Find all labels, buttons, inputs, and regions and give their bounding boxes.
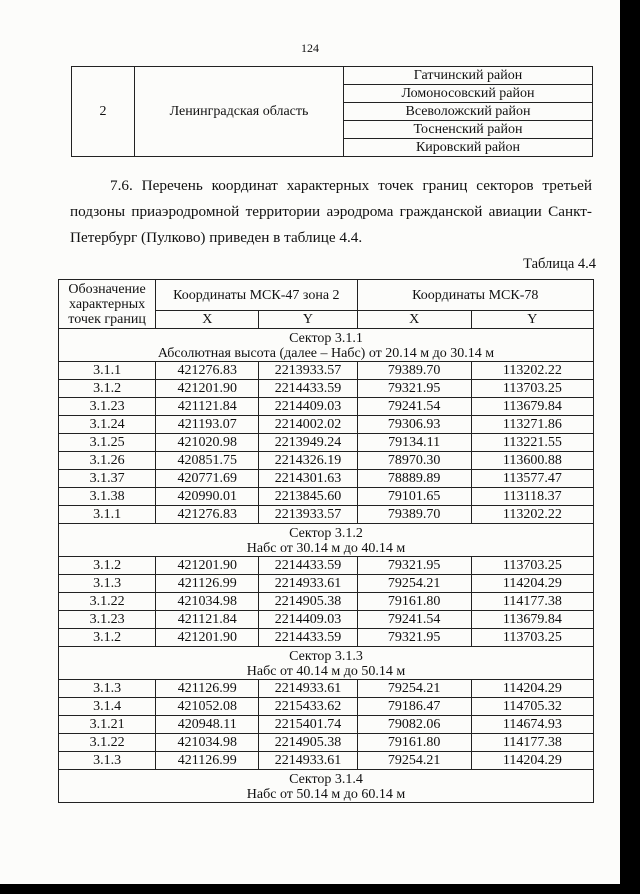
msk78-y: 113118.37 <box>471 488 593 506</box>
header-msk47-x: X <box>156 311 259 329</box>
msk47-y: 2214433.59 <box>259 380 357 398</box>
point-id: 3.1.38 <box>59 488 156 506</box>
msk78-y: 113221.55 <box>471 434 593 452</box>
msk78-y: 113577.47 <box>471 470 593 488</box>
msk47-y: 2213933.57 <box>259 506 357 524</box>
header-msk78: Координаты МСК-78 <box>357 280 593 311</box>
sector-header <box>59 647 594 680</box>
msk78-y: 113202.22 <box>471 506 593 524</box>
msk47-y: 2215433.62 <box>259 698 357 716</box>
table-label: Таблица 4.4 <box>523 256 596 272</box>
msk47-y: 2213845.60 <box>259 488 357 506</box>
point-id: 3.1.25 <box>59 434 156 452</box>
point-id: 3.1.1 <box>59 362 156 380</box>
msk78-y: 114674.93 <box>471 716 593 734</box>
sector-title: Сектор 3.1.3 <box>289 649 363 664</box>
sector-title: Сектор 3.1.2 <box>289 526 363 541</box>
point-id: 3.1.23 <box>59 398 156 416</box>
sector-header <box>59 329 594 362</box>
point-id: 3.1.2 <box>59 557 156 575</box>
sector-header-row <box>59 329 594 362</box>
msk47-y: 2214933.61 <box>259 680 357 698</box>
msk78-x: 79321.95 <box>357 380 471 398</box>
sector-header-row <box>59 524 594 557</box>
msk78-x: 79389.70 <box>357 506 471 524</box>
msk78-x: 79306.93 <box>357 416 471 434</box>
msk47-y: 2214409.03 <box>259 398 357 416</box>
msk78-y: 113600.88 <box>471 452 593 470</box>
msk47-y: 2214002.02 <box>259 416 357 434</box>
point-id: 3.1.22 <box>59 734 156 752</box>
msk47-x: 421121.84 <box>156 611 259 629</box>
msk78-y: 113703.25 <box>471 557 593 575</box>
msk47-y: 2214933.61 <box>259 752 357 770</box>
msk78-x: 79101.65 <box>357 488 471 506</box>
sector-height-range: Набс от 30.14 м до 40.14 м <box>246 541 406 556</box>
sector-title: Сектор 3.1.1 <box>289 331 363 346</box>
paragraph-text: 7.6. Перечень координат характерных точек границ секторов третьей подзоны приаэродромной территории аэродрома гражданской авиации Санкт-Петербург (Пулково) приведен в таблице 4.4. <box>70 177 592 246</box>
msk78-y: 114204.29 <box>471 752 593 770</box>
sector-title: Сектор 3.1.4 <box>289 772 363 787</box>
msk78-x: 79389.70 <box>357 362 471 380</box>
sector-height-range: Набс от 50.14 м до 60.14 м <box>246 787 406 802</box>
msk78-x: 78889.89 <box>357 470 471 488</box>
point-id: 3.1.22 <box>59 593 156 611</box>
msk47-x: 421034.98 <box>156 593 259 611</box>
point-id: 3.1.24 <box>59 416 156 434</box>
msk47-x: 420990.01 <box>156 488 259 506</box>
table-row <box>59 362 594 380</box>
header-msk78-y: Y <box>471 311 593 329</box>
coordinates-table <box>58 279 594 803</box>
point-id: 3.1.4 <box>59 698 156 716</box>
table-row <box>59 611 594 629</box>
msk78-x: 79254.21 <box>357 575 471 593</box>
table-row <box>59 452 594 470</box>
msk78-y: 114705.32 <box>471 698 593 716</box>
district-name: Ломоносовский район <box>344 85 593 103</box>
msk47-x: 421276.83 <box>156 362 259 380</box>
msk47-y: 2214933.61 <box>259 575 357 593</box>
msk47-y: 2214905.38 <box>259 734 357 752</box>
msk78-x: 79254.21 <box>357 752 471 770</box>
msk47-x: 421201.90 <box>156 557 259 575</box>
point-id: 3.1.21 <box>59 716 156 734</box>
paragraph-7-6 <box>70 173 592 251</box>
region-table-row <box>72 67 593 85</box>
table-row <box>59 593 594 611</box>
region-table <box>71 66 593 157</box>
msk78-y: 113679.84 <box>471 611 593 629</box>
msk47-x: 421201.90 <box>156 380 259 398</box>
header-msk47-y: Y <box>259 311 357 329</box>
table-row <box>59 434 594 452</box>
msk47-y: 2214409.03 <box>259 611 357 629</box>
table-row <box>59 398 594 416</box>
sector-header <box>59 524 594 557</box>
point-id: 3.1.1 <box>59 506 156 524</box>
msk47-x: 421121.84 <box>156 398 259 416</box>
header-msk78-x: X <box>357 311 471 329</box>
msk47-y: 2214326.19 <box>259 452 357 470</box>
msk47-x: 421126.99 <box>156 680 259 698</box>
msk78-x: 79254.21 <box>357 680 471 698</box>
msk47-x: 420851.75 <box>156 452 259 470</box>
msk47-x: 421020.98 <box>156 434 259 452</box>
table-row <box>59 752 594 770</box>
msk78-x: 79161.80 <box>357 593 471 611</box>
msk47-y: 2214433.59 <box>259 629 357 647</box>
msk78-x: 79186.47 <box>357 698 471 716</box>
msk78-y: 113703.25 <box>471 380 593 398</box>
point-id: 3.1.26 <box>59 452 156 470</box>
table-row <box>59 557 594 575</box>
table-row <box>59 680 594 698</box>
point-id: 3.1.3 <box>59 575 156 593</box>
district-name: Кировский район <box>344 139 593 157</box>
table-row <box>59 698 594 716</box>
msk47-y: 2214301.63 <box>259 470 357 488</box>
msk78-x: 79082.06 <box>357 716 471 734</box>
table-row <box>59 488 594 506</box>
msk78-x: 79161.80 <box>357 734 471 752</box>
point-id: 3.1.3 <box>59 680 156 698</box>
sector-header-row <box>59 770 594 803</box>
msk78-y: 113202.22 <box>471 362 593 380</box>
region-row-number: 2 <box>72 67 135 157</box>
msk47-y: 2213949.24 <box>259 434 357 452</box>
msk47-x: 421193.07 <box>156 416 259 434</box>
msk47-y: 2213933.57 <box>259 362 357 380</box>
district-name: Гатчинский район <box>344 67 593 85</box>
district-name: Тосненский район <box>344 121 593 139</box>
table-row <box>59 380 594 398</box>
header-designation: Обозначение характерных точек границ <box>59 280 156 329</box>
sector-height-range: Набс от 40.14 м до 50.14 м <box>246 664 406 679</box>
sector-header-row <box>59 647 594 680</box>
point-id: 3.1.37 <box>59 470 156 488</box>
msk47-x: 420948.11 <box>156 716 259 734</box>
point-id: 3.1.3 <box>59 752 156 770</box>
msk78-y: 113271.86 <box>471 416 593 434</box>
msk47-x: 421126.99 <box>156 575 259 593</box>
msk78-x: 79241.54 <box>357 398 471 416</box>
district-name: Всеволожский район <box>344 103 593 121</box>
msk47-x: 421126.99 <box>156 752 259 770</box>
msk47-y: 2214433.59 <box>259 557 357 575</box>
table-row <box>59 716 594 734</box>
msk78-y: 114177.38 <box>471 734 593 752</box>
msk78-y: 113703.25 <box>471 629 593 647</box>
point-id: 3.1.2 <box>59 380 156 398</box>
table-row <box>59 575 594 593</box>
page-number: 124 <box>301 41 319 55</box>
msk78-x: 79321.95 <box>357 629 471 647</box>
region-name: Ленинградская область <box>135 67 344 157</box>
msk78-y: 114204.29 <box>471 575 593 593</box>
sector-header <box>59 770 594 803</box>
msk78-y: 113679.84 <box>471 398 593 416</box>
table-row <box>59 734 594 752</box>
table-row <box>59 629 594 647</box>
sector-height-range: Абсолютная высота (далее – Набс) от 20.14 м до 30.14 м <box>157 346 495 361</box>
msk47-y: 2214905.38 <box>259 593 357 611</box>
msk47-x: 421052.08 <box>156 698 259 716</box>
msk78-y: 114204.29 <box>471 680 593 698</box>
msk47-x: 420771.69 <box>156 470 259 488</box>
point-id: 3.1.2 <box>59 629 156 647</box>
header-msk47: Координаты МСК-47 зона 2 <box>156 280 357 311</box>
msk78-x: 79321.95 <box>357 557 471 575</box>
msk47-y: 2215401.74 <box>259 716 357 734</box>
msk47-x: 421034.98 <box>156 734 259 752</box>
msk47-x: 421201.90 <box>156 629 259 647</box>
point-id: 3.1.23 <box>59 611 156 629</box>
msk47-x: 421276.83 <box>156 506 259 524</box>
table-row <box>59 506 594 524</box>
msk78-x: 79241.54 <box>357 611 471 629</box>
msk78-x: 78970.30 <box>357 452 471 470</box>
msk78-y: 114177.38 <box>471 593 593 611</box>
scan-edge-bottom <box>0 884 620 894</box>
msk78-x: 79134.11 <box>357 434 471 452</box>
table-row <box>59 470 594 488</box>
table-row <box>59 416 594 434</box>
